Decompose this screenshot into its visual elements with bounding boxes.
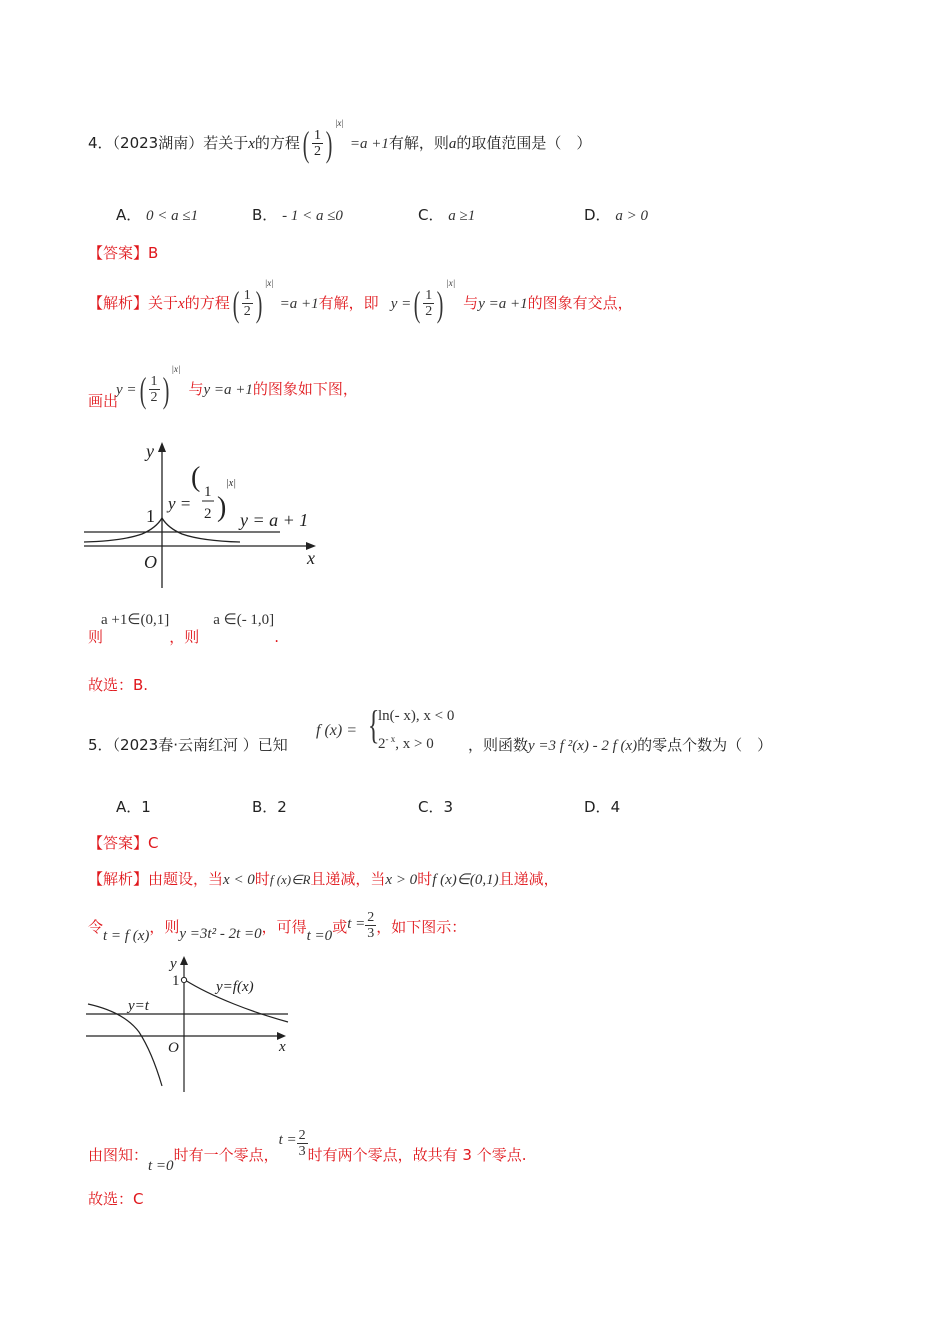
q5-answer: 【答案】C xyxy=(88,834,159,852)
q5-stem-right: ，则函数y =3 f ²(x) - 2 f (x)的零点个数为（ ） xyxy=(468,736,773,754)
q5-curve-left xyxy=(88,1004,162,1086)
q4-fraction: $\frac{1}{2}$ xyxy=(313,128,321,159)
q5-option-d[interactable]: D．4 xyxy=(584,798,621,816)
q5-piece2: $2^{- x}$, x > 0 xyxy=(378,734,434,752)
q4-source: （2023湖南） xyxy=(112,134,204,152)
q4-exponent: |x| xyxy=(334,118,344,128)
q4-text: 若关于 xyxy=(203,134,249,152)
q4-graph-exp: |x| xyxy=(226,478,236,489)
q5-graph-line-label: y=t xyxy=(128,998,149,1014)
q5-brace: { xyxy=(367,702,380,747)
q5-option-a[interactable]: A．1 xyxy=(116,798,151,816)
q5-stem-left: 5．（2023春·云南红河 ）已知 xyxy=(88,736,288,754)
q4-conclusion: 故选：B. xyxy=(88,676,149,694)
paren-right: ) xyxy=(325,123,333,164)
q5-fx: f (x) = xyxy=(316,722,357,739)
q4-graph-one: 1 xyxy=(146,506,155,526)
q4-option-a[interactable]: A． 0 < a ≤1 xyxy=(116,206,199,224)
q4-var-x: x xyxy=(248,136,255,152)
q4-graph-y-label: y xyxy=(146,441,154,461)
q5-open-point xyxy=(181,977,186,982)
q4-option-c[interactable]: C． a ≥1 xyxy=(418,206,476,224)
q5-graph xyxy=(84,952,294,1094)
q4-analysis-line2: 画出y =( $\frac{1}{2}$ )$^{|x|}$与y =a +1的图象如下图， xyxy=(88,364,358,410)
q4-text: 的取值范围是（ ） xyxy=(456,134,592,152)
q4-analysis-line1: 【解析】关于x的方程( $\frac{1}{2}$ )$^{|x|}$=a +1有解，即 y =( $\frac{1}{2}$ )$^{|x|}$与y =a +1的图象有交点， xyxy=(88,278,633,324)
q4-var-a: a xyxy=(448,136,457,152)
q5-option-c[interactable]: C．3 xyxy=(418,798,454,816)
q4-stem xyxy=(88,118,591,162)
q4-graph-frac-num: 1 xyxy=(204,484,212,500)
q4-graph-frac-den: 2 xyxy=(204,506,212,522)
q4-graph-curve-label: y = xyxy=(168,494,192,513)
q5-graph-curve-label: y=f(x) xyxy=(216,979,254,995)
q4-then-line: 则a +1∈(0,1]，则a ∈(- 1,0]. xyxy=(88,612,279,646)
q5-y-arrow xyxy=(180,956,188,965)
q5-conclusion-line: 由图知：t =0时有一个零点，t = $\frac{2}{3}$ 时有两个零点，故共有 3 个零点. xyxy=(88,1128,527,1174)
q4-text: 的方程 xyxy=(254,134,300,152)
q4-graph-paren-right: ) xyxy=(217,492,227,523)
q4-rhs: =a +1 xyxy=(349,136,389,152)
q4-option-d[interactable]: D． a > 0 xyxy=(584,206,648,224)
q4-graph-x-label: x xyxy=(307,548,315,568)
q5-analysis-line2: 令t = f (x)，则y =3t² - 2t =0，可得t =0或t = $\frac{2}{3}$ ，如下图示： xyxy=(88,910,467,944)
q5-option-b[interactable]: B．2 xyxy=(252,798,287,816)
q5-piece1: ln(- x), x < 0 xyxy=(378,708,455,724)
q5-graph-one: 1 xyxy=(172,973,180,989)
q4-option-b[interactable]: B． - 1 < a ≤0 xyxy=(252,206,343,224)
q5-analysis-line1: 【解析】由题设，当x < 0时f (x)∈R且递减，当x > 0时f (x)∈(0,1)且递减， xyxy=(88,870,559,888)
q4-y-arrow xyxy=(158,442,166,452)
q5-conclusion: 故选：C xyxy=(88,1190,144,1208)
q4-graph xyxy=(82,438,332,590)
paren-left: ( xyxy=(302,123,310,164)
q5-graph-y-label: y xyxy=(170,956,177,972)
q4-answer: 【答案】B xyxy=(88,244,159,262)
q4-graph-line-label: y = a + 1 xyxy=(240,510,309,530)
q4-number: 4． xyxy=(88,134,113,152)
q4-text: 有解，则 xyxy=(388,134,449,152)
q4-graph-paren-left: ( xyxy=(191,462,201,493)
q4-graph-origin: O xyxy=(144,552,157,572)
q5-graph-x-label: x xyxy=(279,1039,286,1055)
q5-graph-origin: O xyxy=(168,1040,179,1056)
